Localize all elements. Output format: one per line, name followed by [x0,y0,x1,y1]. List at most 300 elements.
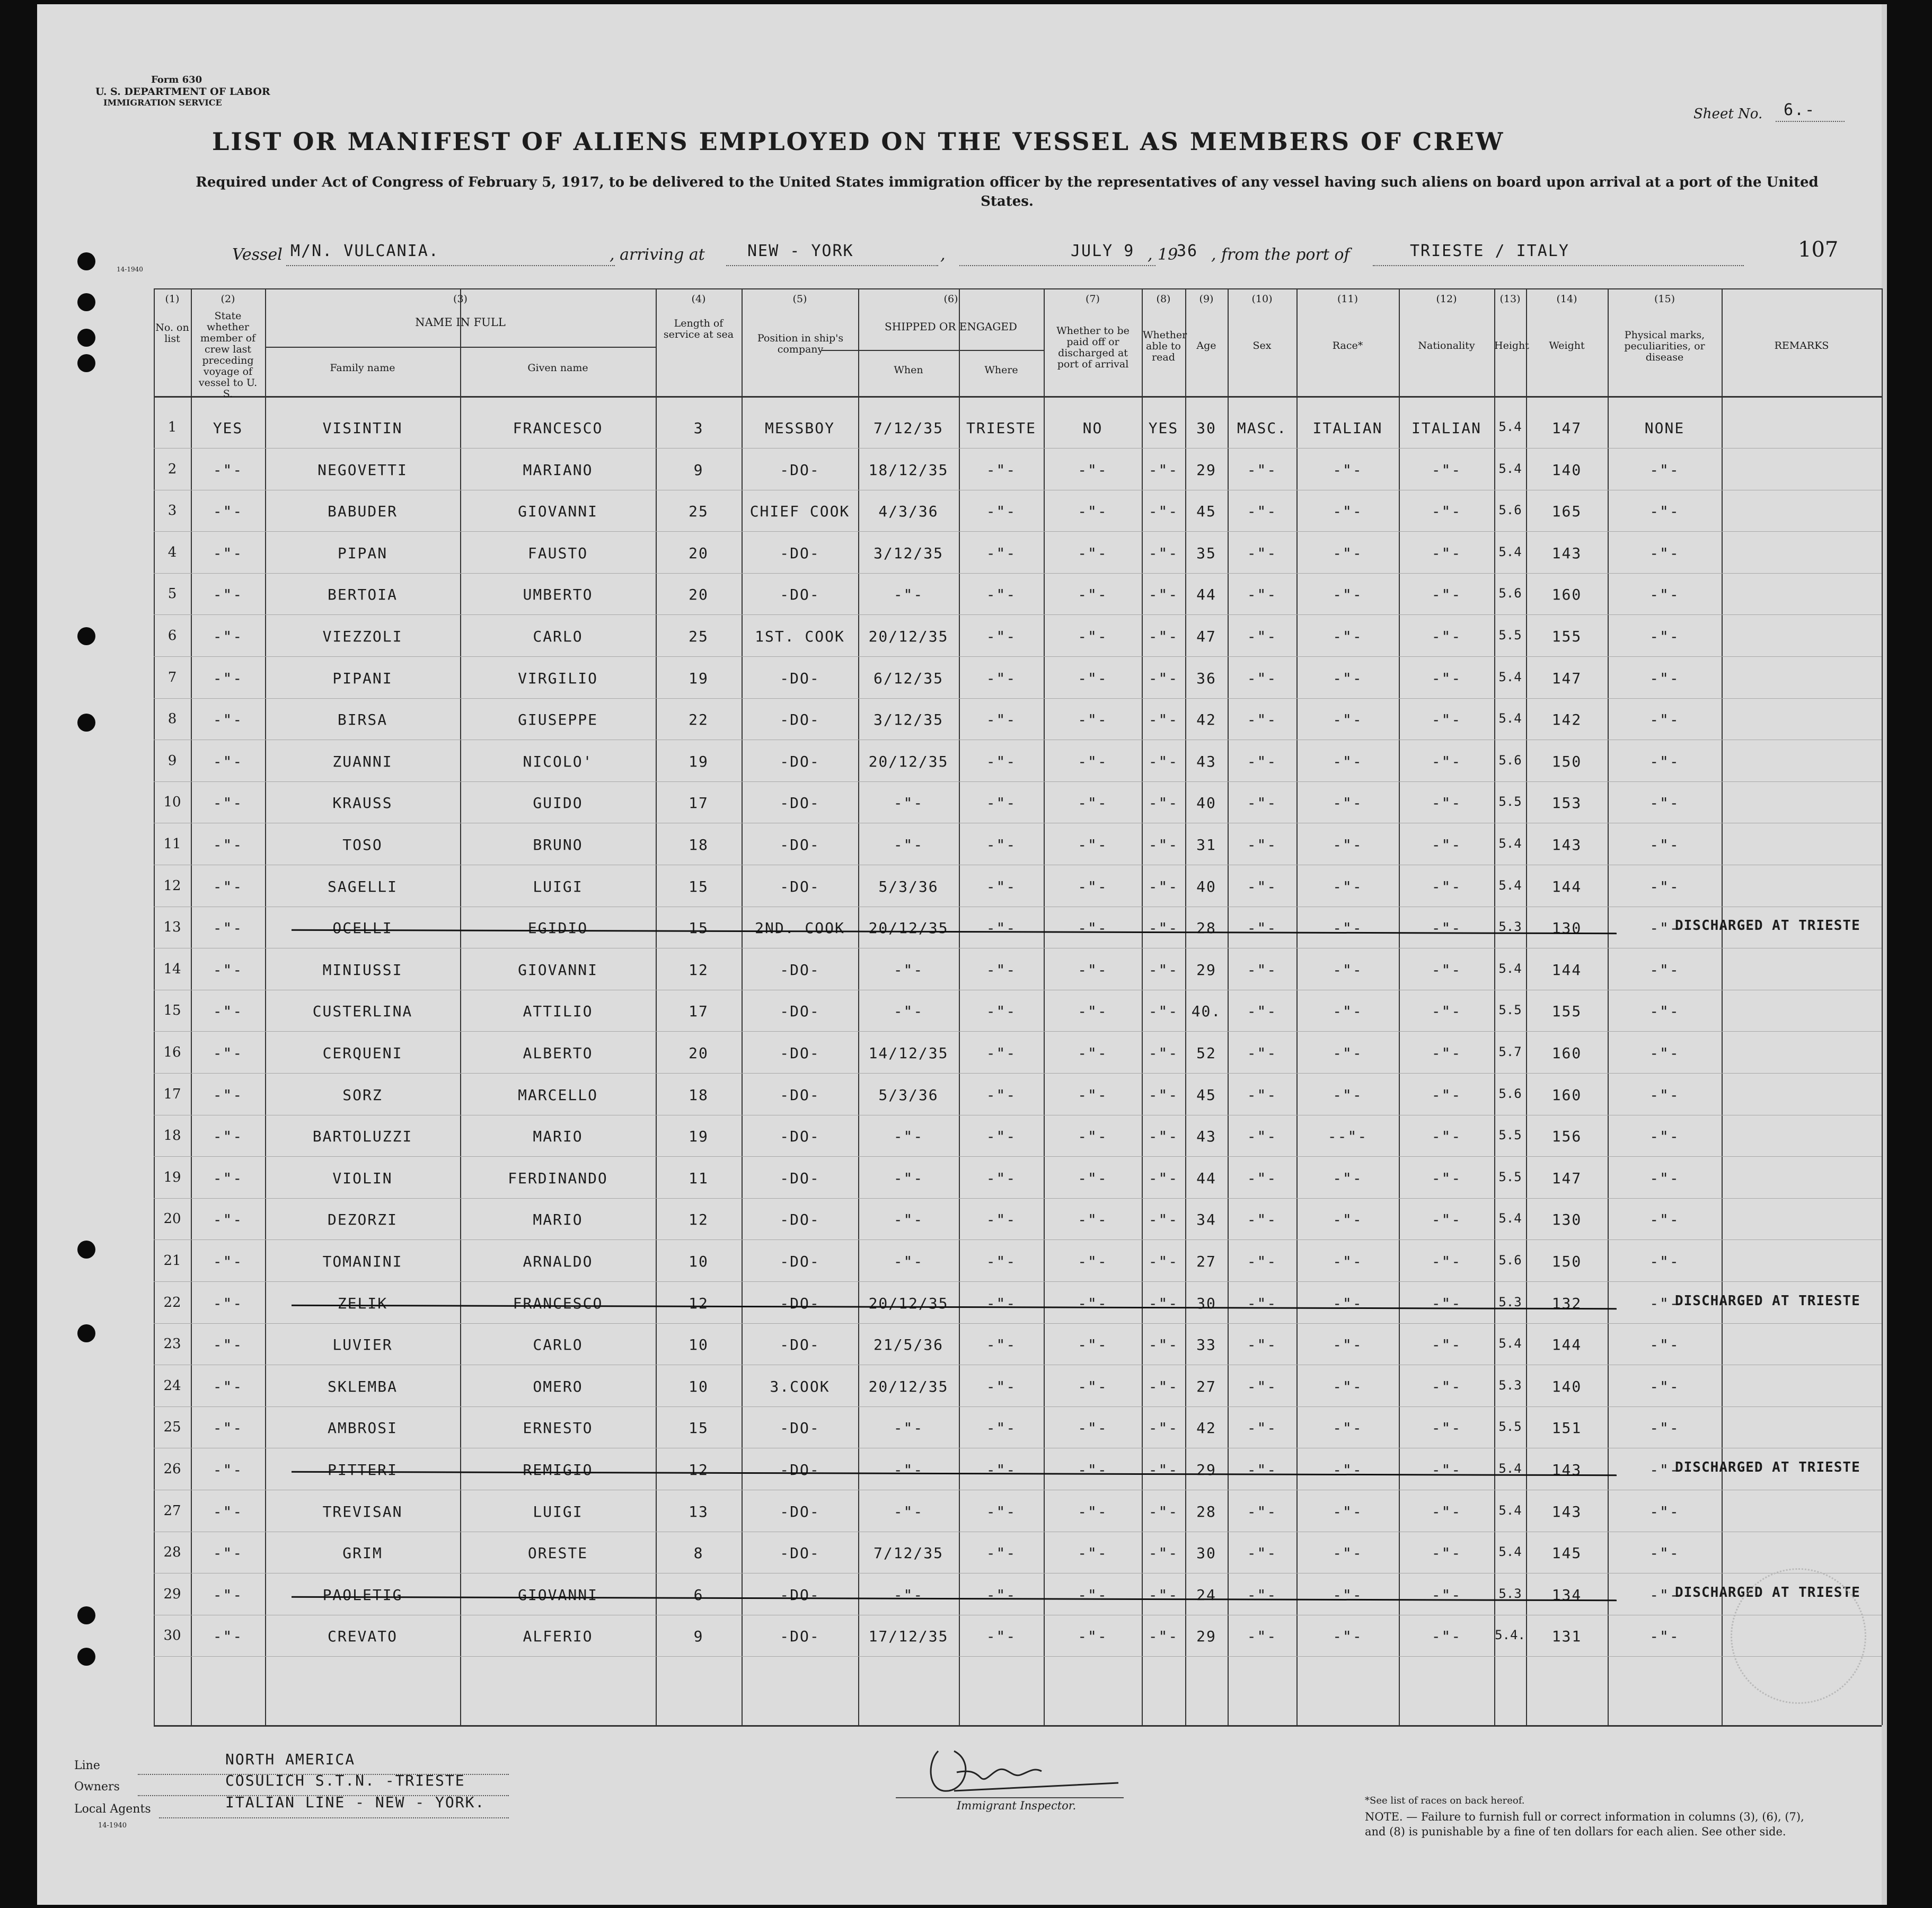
cell-when: -"- [893,836,924,854]
cell-prev: -"- [213,1294,243,1312]
cell-where: -"- [986,961,1017,979]
cell-no: 17 [163,1086,181,1102]
cell-when: 21/5/36 [873,1336,943,1354]
cell-height: 5.3 [1498,1586,1522,1601]
cell-age: 40 [1196,794,1216,812]
cell-height: 5.6 [1498,1086,1522,1101]
cell-family: BABUDER [327,503,398,521]
cell-read: -"- [1148,1502,1179,1520]
cell-service: 12 [689,1294,709,1312]
cell-race: --"- [1327,1128,1368,1146]
cell-where: TRIESTE [966,419,1036,437]
cell-read: -"- [1148,877,1179,895]
cell-weight: 144 [1551,961,1582,979]
cell-paid: -"- [1078,628,1108,645]
cell-paid: -"- [1078,1294,1108,1312]
cell-nationality: -"- [1431,1628,1462,1646]
cell-prev: -"- [213,503,243,521]
cell-when: 4/3/36 [878,503,939,521]
cell-age: 36 [1196,669,1216,687]
cell-age: 52 [1196,1044,1216,1062]
cell-race: -"- [1333,1211,1363,1229]
col-when: When [894,364,923,376]
cell-age: 31 [1196,836,1216,854]
cell-given: NICOLO' [523,752,593,770]
punch-hole [77,714,95,732]
col-shipped-engaged: SHIPPED OR ENGAGED [885,320,1017,333]
cell-height: 5.4 [1498,836,1522,851]
cell-service: 22 [689,711,709,729]
cell-position: -DO- [780,1586,820,1604]
cell-height: 5.4 [1498,1461,1522,1476]
col-name-in-full: NAME IN FULL [415,316,506,329]
cell-read: -"- [1148,1044,1179,1062]
cell-no: 24 [163,1377,181,1394]
cell-marks: -"- [1649,544,1680,562]
cell-service: 15 [689,877,709,895]
cell-age: 24 [1196,1586,1216,1604]
cell-position: -DO- [780,1003,820,1021]
cell-no: 19 [163,1169,181,1185]
cell-no: 27 [163,1502,181,1519]
cell-nationality: -"- [1431,461,1462,479]
cell-height: 5.5 [1498,628,1522,643]
cell-sex: -"- [1247,1128,1277,1146]
cell-given: REMIGIO [523,1461,593,1479]
cell-no: 8 [167,711,177,727]
cell-given: UMBERTO [523,586,593,604]
cell-no: 30 [163,1628,181,1644]
cell-nationality: -"- [1431,711,1462,729]
col-sex: Sex [1252,340,1272,351]
cell-prev: -"- [213,1419,243,1437]
cell-age: 47 [1196,628,1216,645]
cell-sex: -"- [1247,1461,1277,1479]
cell-given: GIUSEPPE [518,711,598,729]
cell-where: -"- [986,1544,1017,1562]
owners-label: Owners [74,1780,120,1793]
cell-family: ZELIK [337,1294,388,1312]
cell-read: -"- [1148,1544,1179,1562]
col-where: Where [984,364,1018,376]
cell-no: 20 [163,1211,181,1227]
cell-service: 18 [689,836,709,854]
cell-prev: -"- [213,711,243,729]
cell-marks: -"- [1649,794,1680,812]
cell-sex: -"- [1247,1253,1277,1270]
cell-weight: 160 [1551,586,1582,604]
cell-given: VIRGILIO [518,669,598,687]
cell-when: 7/12/35 [873,419,943,437]
cell-height: 5.4 [1498,544,1522,559]
cell-prev: -"- [213,1502,243,1520]
cell-age: 45 [1196,1086,1216,1104]
race-note: *See list of races on back hereof. [1365,1795,1525,1806]
cell-weight: 140 [1551,1377,1582,1395]
cell-position: -DO- [780,752,820,770]
cell-age: 42 [1196,711,1216,729]
cell-paid: -"- [1078,919,1108,937]
cell-service: 25 [689,628,709,645]
punch-hole [77,1606,95,1624]
cell-prev: -"- [213,877,243,895]
cell-race: -"- [1333,1003,1363,1021]
punch-hole [77,354,95,372]
cell-service: 18 [689,1086,709,1104]
cell-no: 22 [163,1294,181,1311]
cell-paid: -"- [1078,877,1108,895]
cell-paid: -"- [1078,752,1108,770]
cell-sex: -"- [1247,586,1277,604]
cell-weight: 147 [1551,669,1582,687]
cell-age: 28 [1196,919,1216,937]
cell-age: 27 [1196,1377,1216,1395]
cell-read: -"- [1148,752,1179,770]
cell-weight: 160 [1551,1044,1582,1062]
cell-family: CERQUENI [322,1044,403,1062]
cell-no: 23 [163,1336,181,1352]
col-position: Position in ship's company [757,332,844,355]
cell-read: -"- [1148,1003,1179,1021]
cell-no: 3 [167,503,177,519]
cell-nationality: -"- [1431,1169,1462,1187]
col-previous-voyage: State whether member of crew last preceding voyage of vessel to U. S. [198,310,258,400]
cell-prev: -"- [213,836,243,854]
cell-sex: -"- [1247,794,1277,812]
cell-position: -DO- [780,836,820,854]
cell-height: 5.5 [1498,1419,1522,1435]
arrival-port: NEW - YORK [747,242,854,260]
punch-hole [77,1241,95,1259]
cell-height: 5.7 [1498,1044,1522,1059]
cell-service: 15 [689,1419,709,1437]
cell-when: -"- [893,794,924,812]
cell-weight: 155 [1551,1003,1582,1021]
cell-height: 5.4. [1495,1628,1525,1643]
sheet-number: 6.- [1784,101,1816,119]
cell-read: -"- [1148,628,1179,645]
cell-position: -DO- [780,1628,820,1646]
cell-position: -DO- [780,1544,820,1562]
col-given-name: Given name [527,362,588,374]
cell-height: 5.4 [1498,461,1522,476]
cell-where: -"- [986,1461,1017,1479]
cell-given: EGIDIO [527,919,588,937]
cell-given: GUIDO [533,794,583,812]
cell-read: -"- [1148,586,1179,604]
cell-marks: -"- [1649,1169,1680,1187]
cell-where: -"- [986,711,1017,729]
cell-position: -DO- [780,961,820,979]
cell-nationality: -"- [1431,752,1462,770]
from-label: , from the port of [1211,245,1350,264]
col-length-of-service: Length of service at sea [663,318,734,340]
cell-when: 18/12/35 [868,461,949,479]
cell-when: 5/3/36 [878,877,939,895]
cell-race: -"- [1333,1586,1363,1604]
cell-weight: 150 [1551,1253,1582,1270]
cell-position: -DO- [780,1253,820,1270]
cell-given: MARIANO [523,461,593,479]
cell-nationality: -"- [1431,544,1462,562]
department-name: U. S. DEPARTMENT OF LABOR [95,86,270,98]
cell-nationality: -"- [1431,919,1462,937]
line-label: Line [74,1759,100,1772]
cell-nationality: -"- [1431,669,1462,687]
owners-value: COSULICH S.T.N. -TRIESTE [225,1772,465,1789]
cell-race: -"- [1333,1169,1363,1187]
cell-read: -"- [1148,961,1179,979]
cell-where: -"- [986,836,1017,854]
cell-where: -"- [986,1003,1017,1021]
cell-height: 5.5 [1498,794,1522,810]
arriving-label: , arriving at [610,245,705,264]
cell-race: -"- [1333,503,1363,521]
cell-marks: -"- [1649,586,1680,604]
manifest-sheet: Form 630 U. S. DEPARTMENT OF LABOR IMMIGRATION SERVICE Sheet No. 6.- LIST OR MANIFEST OF ALIENS EMPLOYED ON THE VESSEL AS MEMBERS OF CREW Required under Act of Congress of February 5, 1917, to be delivered to the United States immigration officer by the representatives of any vessel having such aliens on board upon arrival at a port of the United States. 14-1940 Vessel M/N. VULCANIA. , arriving at NEW - YORK , JULY 9 , 19 36 , from the port of TRIESTE / ITALY 107 (1) (2) (3) (4) (5) (6) (7) (8) (9) (10) (11) (12) (13) (14) (15) No. on list State whether member of crew last preceding voyage of vessel to U. S. NAME IN FULL Family name Given name Length of service at sea Position in ship's company SHIPPED OR ENGAGED When Where Whether to be paid off or discharged at port of arrival Whether able to read Age Sex Race* Nationality Height Weight Physical marks, peculiarities, or disease REMARKS 1 YES VISINTIN FRANCESCO 3 MESSBOY 7/12/35 TRIESTE NO YES 30 MASC. ITALIAN ITALIAN 5.4 147 NONE 2 -"- NEGOVETTI MARIANO 9 -DO- 18/12/35 -"- -"- -"- 29 -"- -"- -"- 5.4 140 -"- 3 -"- BABUDER GIOVANNI 25 CHIEF COOK 4/3/36 -"- -"- -"- 45 -"- -"- -"- 5.6 165 -"- 4 -"- PIPAN FAUSTO 20 -DO- 3/12/35 -"- -"- -"- 35 -"- -"- -"- 5.4 143 -"- 5 -"- BERTOIA UMBERTO 20 -DO- -"- -"- -"- -"- 44 -"- -"- -"- 5.6 160 -"- 6 -"- VIEZZOLI CARLO 25 1ST. COOK 20/12/35 -"- -"- -"- 47 -"- -"- -"- 5.5 155 -"- 7 -"- PIPANI VIRGILIO 19 -DO- 6/12/35 -"- -"- -"- 36 -"- -"- -"- 5.4 147 -"- 8 -"- BIRSA GIUSEPPE 22 -DO- 3/12/35 -"- -"- -"- 42 -"- -"- -"- 5.4 142 -"- 9 -"- ZUANNI NICOLO' 19 -DO- 20/12/35 -"- -"- -"- 43 -"- -"- -"- 5.6 150 -"- 10 -"- KRAUSS GUIDO 17 -DO- -"- -"- -"- -"- 40 -"- -"- -"- 5.5 153 -"- 11 -"- TOSO BRUNO 18 -DO- -"- -"- -"- -"- 31 -"- -"- -"- 5.4 143 -"- 12 -"- SAGELLI LUIGI 15 -DO- 5/3/36 -"- -"- -"- 40 -"- -"- -"- 5.4 144 -"- 13 -"- OCELLI EGIDIO 15 2ND. COOK 20/12/35 -"- -"- -"- 28 -"- -"- -"- 5.3 130 -"- DISCHARGED AT TRIESTE 14 -"- MINIUSSI GIOVANNI 12 -DO- -"- -"- -"- -"- 29 -"- -"- -"- 5.4 144 -"- 15 -"- CUSTERLINA ATTILIO 17 -DO- -"- -"- -"- -"- 40. -"- -"- -"- 5.5 155 -"- 16 -"- CERQUENI ALBERTO 20 -DO- 14/12/35 -"- -"- -"- 52 -"- -"- -"- 5.7 160 -"- 17 -"- SORZ MARCELLO 18 -DO- 5/3/36 -"- -"- -"- 45 -"- -"- -"- 5.6 160 -"- 18 -"- BARTOLUZZI MARIO 19 -DO- -"- -"- -"- -"- 43 -"- --"- -"- 5.5 156 -"- 19 -"- VIOLIN FERDINANDO 11 -DO- -"- -"- -"- -"- 44 -"- -"- -"- 5.5 147 -"- 20 -"- DEZORZI MARIO 12 -DO- -"- -"- -"- -"- 34 -"- -"- -"- 5.4 130 -"- 21 -"- TOMANINI ARNALDO 10 -DO- -"- -"- -"- -"- 27 -"- -"- -"- 5.6 150 -"- 22 -"- ZELIK FRANCESCO 12 -DO- 20/12/35 -"- -"- -"- 30 -"- -"- -"- 5.3 132 -"- DISCHARGED AT TRIESTE 23 -"- LUVIER CARLO 10 -DO- 21/5/36 -"- -"- -"- 33 -"- -"- -"- 5.4 144 -"- 24 -"- SKLEMBA OMERO 10 3.COOK 20/12/35 -"- -"- -"- 27 -"- -"- -"- 5.3 140 -"- 25 -"- AMBROSI ERNESTO 15 -DO- -"- -"- -"- -"- 42 -"- -"- -"- 5.5 151 -"- 26 -"- PITTERI REMIGIO 12 -DO- -"- -"- -"- -"- 29 -"- -"- -"- 5.4 143 -"- DISCHARGED AT TRIESTE 27 -"- TREVISAN LUIGI 13 -DO- -"- -"- -"- -"- 28 -"- -"- -"- 5.4 143 -"- 28 -"- GRIM ORESTE 8 -DO- 7/12/35 -"- -"- -"- 30 -"- -"- -"- 5.4 145 -"- 29 -"- PAOLETIG GIOVANNI 6 -DO- -"- -"- -"- -"- 24 -"- -"- -"- 5.3 134 -"- DISCHARGED AT TRIESTE 30 -"- CREVATO ALFERIO 9 -DO- 17/12/35 -"- -"- -"- 29 -"- -"- -"- 5.4. 131 -"- Line NORTH AMERICA Owners COSULICH S.T.N. -TRIESTE Local Agents ITALIAN LINE - NEW - YORK. 14-1940 Immigrant Inspector. *See list of races on back hereof. NOTE. — Failure to furnish full or correct information in columns (3), (6), (7), and (8) is punishable by a fine of ten dollars for each alien. See other side. [37,4,1887,1905]
cell-race: -"- [1333,1336,1363,1354]
cell-read: -"- [1148,1336,1179,1354]
cell-prev: YES [213,419,243,437]
cell-weight: 143 [1551,1461,1582,1479]
cell-prev: -"- [213,628,243,645]
cell-prev: -"- [213,1461,243,1479]
punch-hole [77,329,95,347]
cell-given: ATTILIO [523,1003,593,1021]
cell-position: -DO- [780,1419,820,1437]
cell-height: 5.4 [1498,669,1522,684]
cell-position: -DO- [780,877,820,895]
vessel-name: M/N. VULCANIA. [290,242,439,260]
cell-when: 20/12/35 [868,628,949,645]
col-weight: Weight [1549,340,1585,351]
cell-marks: -"- [1649,1419,1680,1437]
cell-position: -DO- [780,1044,820,1062]
cell-when: 3/12/35 [873,711,943,729]
cell-no: 11 [163,836,181,852]
cell-race: -"- [1333,877,1363,895]
cell-family: DEZORZI [327,1211,398,1229]
cell-paid: -"- [1078,1128,1108,1146]
cell-paid: -"- [1078,794,1108,812]
cell-when: 20/12/35 [868,919,949,937]
cell-marks: -"- [1649,1377,1680,1395]
cell-position: -DO- [780,794,820,812]
cell-service: 25 [689,503,709,521]
cell-paid: -"- [1078,1377,1108,1395]
cell-paid: -"- [1078,1169,1108,1187]
cell-sex: -"- [1247,752,1277,770]
cell-prev: -"- [213,961,243,979]
official-seal [1731,1568,1866,1704]
cell-marks: -"- [1649,503,1680,521]
remark-discharged: DISCHARGED AT TRIESTE [1675,918,1860,934]
cell-position: -DO- [780,1169,820,1187]
cell-sex: -"- [1247,1586,1277,1604]
cell-nationality: ITALIAN [1411,419,1481,437]
cell-read: -"- [1148,1377,1179,1395]
cell-race: -"- [1333,1628,1363,1646]
cell-race: -"- [1333,1377,1363,1395]
cell-family: GRIM [342,1544,383,1562]
cell-where: -"- [986,752,1017,770]
cell-no: 26 [163,1461,181,1477]
cell-marks: NONE [1644,419,1685,437]
vessel-label: Vessel [232,245,283,264]
cell-where: -"- [986,1586,1017,1604]
col-paid-off: Whether to be paid off or discharged at port of arrival [1056,325,1130,370]
cell-height: 5.5 [1498,1169,1522,1184]
cell-paid: -"- [1078,836,1108,854]
form-number: Form 630 [151,74,202,85]
cell-read: -"- [1148,836,1179,854]
cell-nationality: -"- [1431,1419,1462,1437]
cell-prev: -"- [213,1086,243,1104]
agents-label: Local Agents [74,1803,151,1816]
cell-race: -"- [1333,1419,1363,1437]
cell-given: BRUNO [533,836,583,854]
cell-age: 29 [1196,1628,1216,1646]
cell-marks: -"- [1649,711,1680,729]
cell-where: -"- [986,1419,1017,1437]
cell-family: CREVATO [327,1628,398,1646]
cell-no: 29 [163,1586,181,1602]
cell-read: -"- [1148,1253,1179,1270]
cell-weight: 151 [1551,1419,1582,1437]
cell-marks: -"- [1649,1628,1680,1646]
cell-when: -"- [893,1211,924,1229]
cell-prev: -"- [213,544,243,562]
cell-marks: -"- [1649,877,1680,895]
cell-nationality: -"- [1431,836,1462,854]
cell-where: -"- [986,1211,1017,1229]
cell-position: -DO- [780,461,820,479]
cell-height: 5.3 [1498,1294,1522,1309]
cell-family: OCELLI [332,919,393,937]
cell-weight: 143 [1551,544,1582,562]
cell-given: GIOVANNI [518,1586,598,1604]
cell-family: PAOLETIG [322,1586,403,1604]
cell-age: 44 [1196,586,1216,604]
cell-sex: MASC. [1237,419,1287,437]
cell-marks: -"- [1649,669,1680,687]
cell-prev: -"- [213,669,243,687]
cell-service: 13 [689,1502,709,1520]
requirement-text: Required under Act of Congress of February 5, 1917, to be delivered to the United States immigration officer by the representatives of any vessel having such aliens on board upon arrival at a port of the United States. [196,174,1819,209]
cell-age: 40 [1196,877,1216,895]
cell-height: 5.6 [1498,752,1522,768]
cell-sex: -"- [1247,503,1277,521]
cell-service: 12 [689,1461,709,1479]
col-no-on-list: No. on list [155,322,189,345]
cell-weight: 155 [1551,628,1582,645]
cell-no: 6 [167,628,177,644]
cell-nationality: -"- [1431,961,1462,979]
cell-nationality: -"- [1431,1336,1462,1354]
cell-given: FAUSTO [527,544,588,562]
cell-sex: -"- [1247,919,1277,937]
arrival-date: JULY 9 [1071,242,1135,260]
cell-height: 5.4 [1498,711,1522,726]
cell-position: -DO- [780,1086,820,1104]
col-age: Age [1196,340,1216,351]
cell-read: -"- [1148,544,1179,562]
cell-paid: -"- [1078,1628,1108,1646]
cell-age: 42 [1196,1419,1216,1437]
col-family-name: Family name [330,362,395,374]
punch-hole [77,1324,95,1342]
cell-no: 28 [163,1544,181,1561]
cell-where: -"- [986,1044,1017,1062]
cell-service: 17 [689,794,709,812]
cell-service: 20 [689,1044,709,1062]
cell-family: BARTOLUZZI [312,1128,413,1146]
cell-given: GIOVANNI [518,503,598,521]
cell-weight: 140 [1551,461,1582,479]
cell-service: 19 [689,1128,709,1146]
cell-service: 15 [689,919,709,937]
cell-sex: -"- [1247,877,1277,895]
cell-read: -"- [1148,711,1179,729]
cell-paid: -"- [1078,1461,1108,1479]
cell-age: 44 [1196,1169,1216,1187]
cell-when: -"- [893,1461,924,1479]
cell-given: LUIGI [533,877,583,895]
punch-hole [77,252,95,270]
cell-where: -"- [986,1253,1017,1270]
cell-service: 17 [689,1003,709,1021]
cell-age: 29 [1196,961,1216,979]
cell-family: PIPAN [337,544,388,562]
cell-paid: -"- [1078,1211,1108,1229]
cell-given: ARNALDO [523,1253,593,1270]
cell-service: 12 [689,961,709,979]
cell-weight: 130 [1551,1211,1582,1229]
cell-when: 6/12/35 [873,669,943,687]
cell-prev: -"- [213,919,243,937]
cell-prev: -"- [213,794,243,812]
cell-position: -DO- [780,586,820,604]
cell-where: -"- [986,794,1017,812]
cell-read: -"- [1148,1086,1179,1104]
cell-given: MARIO [533,1211,583,1229]
cell-age: 29 [1196,461,1216,479]
cell-when: 7/12/35 [873,1544,943,1562]
cell-height: 5.3 [1498,919,1522,935]
cell-paid: -"- [1078,1044,1108,1062]
cell-family: SAGELLI [327,877,398,895]
cell-marks: -"- [1649,1211,1680,1229]
cell-read: YES [1148,419,1179,437]
col-physical-marks: Physical marks, peculiarities, or disease [1624,329,1705,363]
cell-given: ORESTE [527,1544,588,1562]
cell-paid: -"- [1078,1502,1108,1520]
cell-prev: -"- [213,1169,243,1187]
cell-where: -"- [986,1628,1017,1646]
cell-family: PITTERI [327,1461,398,1479]
cell-sex: -"- [1247,1628,1277,1646]
cell-given: ALFERIO [523,1628,593,1646]
cell-nationality: -"- [1431,1128,1462,1146]
cell-race: -"- [1333,1461,1363,1479]
cell-when: 17/12/35 [868,1628,949,1646]
inspector-signature [906,1740,1129,1804]
cell-position: -DO- [780,544,820,562]
cell-prev: -"- [213,1003,243,1021]
cell-age: 34 [1196,1211,1216,1229]
cell-height: 5.4 [1498,1336,1522,1351]
cell-position: -DO- [780,1294,820,1312]
